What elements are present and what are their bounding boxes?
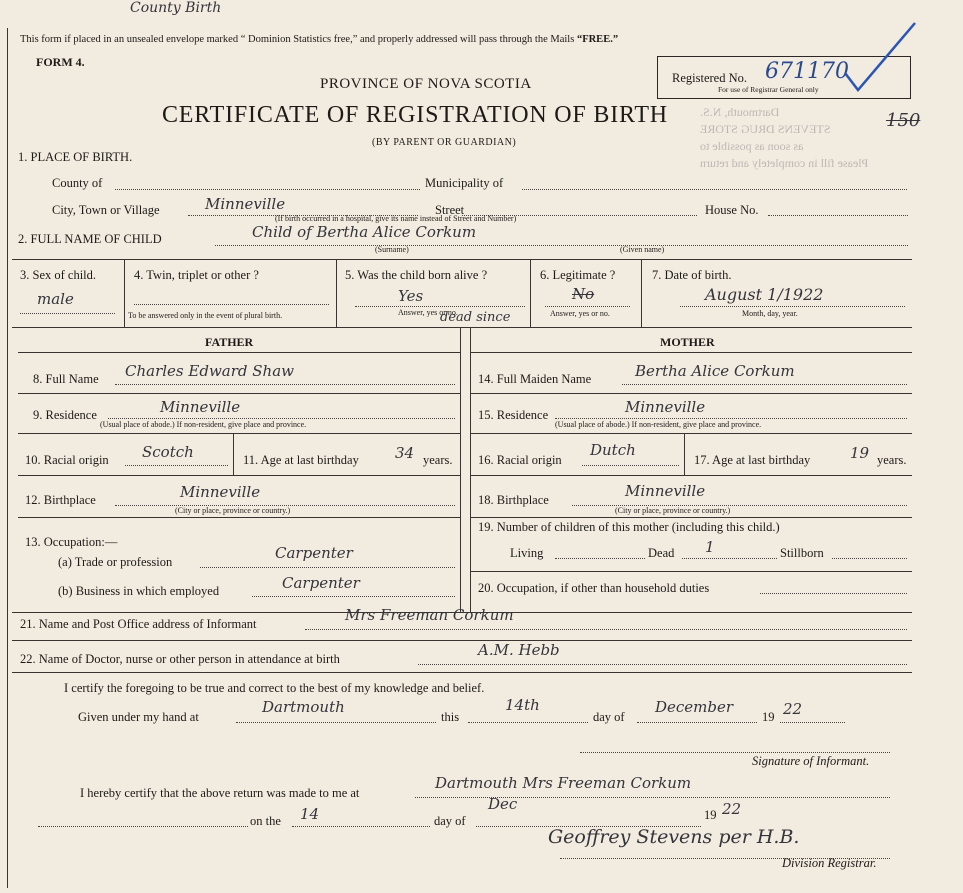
street-label: Street — [435, 203, 465, 217]
place-heading: 1. PLACE OF BIRTH. — [18, 150, 133, 164]
doctor-label: 22. Name of Doctor, nurse or other person in attendance at birth — [20, 652, 340, 666]
mail-free: “FREE.” — [576, 34, 619, 45]
registered-number: 671170 — [765, 59, 849, 84]
stamp-line: Dartmouth, N.S. — [700, 105, 780, 119]
father-res-label: 9. Residence — [33, 408, 97, 422]
twin-label: 4. Twin, triplet or other ? — [134, 268, 259, 282]
given-place: Dartmouth — [262, 698, 345, 716]
bleed-through-stamp — [700, 104, 868, 172]
surname-note: (Surname) — [375, 245, 409, 254]
father-name-value: Charles Edward Shaw — [125, 362, 294, 380]
check-mark-icon — [840, 18, 920, 98]
hospital-note: (If birth occurred in a hospital, give its name instead of Street and Number) — [275, 214, 517, 223]
this-label: this — [441, 710, 460, 724]
registered-note: For use of Registrar General only — [718, 85, 819, 94]
father-age-label: 11. Age at last birthday — [243, 453, 359, 467]
form-number: FORM 4. — [36, 55, 85, 69]
month-value: December — [655, 698, 734, 716]
province: PROVINCE OF NOVA SCOTIA — [320, 76, 532, 92]
dob-label: 7. Date of birth. — [652, 268, 732, 282]
alive-note: Answer, yes or no. — [398, 308, 458, 317]
top-note: County Birth — [130, 0, 222, 16]
registrar-place: Dartmouth Mrs Freeman Corkum — [435, 774, 692, 792]
mother-racial-label: 16. Racial origin — [478, 453, 562, 467]
city-label: City, Town or Village — [52, 203, 160, 217]
child-name-label: 2. FULL NAME OF CHILD — [18, 232, 162, 246]
sex-value: male — [37, 290, 74, 308]
father-res-value: Minneville — [160, 398, 241, 416]
year-prefix: 19 — [762, 710, 775, 724]
subtitle: (BY PARENT OR GUARDIAN) — [372, 137, 517, 148]
father-name-label: 8. Full Name — [33, 372, 99, 386]
given-note: (Given name) — [620, 245, 665, 254]
registrar-year: 22 — [722, 800, 742, 818]
father-heading: FATHER — [205, 335, 254, 349]
mother-age-label: 17. Age at last birthday — [694, 453, 811, 467]
business-label: (b) Business in which employed — [58, 584, 220, 598]
registrar-day-of-label: day of — [434, 814, 466, 828]
sex-label: 3. Sex of child. — [20, 268, 97, 282]
father-racial-value: Scotch — [142, 443, 194, 461]
mail-notice — [20, 34, 618, 45]
informant-value: Mrs Freeman Corkum — [345, 606, 514, 624]
mother-children-label: 19. Number of children of this mother (including this child.) — [478, 520, 780, 534]
mother-age-value: 19 — [850, 444, 870, 462]
dead-value: 1 — [705, 538, 715, 556]
registrar-signature-label: Division Registrar. — [782, 856, 877, 870]
alive-value: Yes — [398, 287, 424, 305]
father-birth-note: (City or place, province or country.) — [175, 506, 291, 515]
doctor-value: A.M. Hebb — [478, 641, 560, 659]
father-racial-label: 10. Racial origin — [25, 453, 109, 467]
mother-birth-value: Minneville — [625, 482, 706, 500]
father-age-value: 34 — [395, 444, 415, 462]
legit-note: Answer, yes or no. — [550, 309, 610, 318]
mother-heading: MOTHER — [660, 335, 715, 349]
day-of-label: day of — [593, 710, 625, 724]
registered-extra: 150 — [886, 110, 921, 131]
father-birth-label: 12. Birthplace — [25, 493, 96, 507]
on-value: 14 — [300, 805, 320, 823]
child-name-value: Child of Bertha Alice Corkum — [252, 223, 477, 241]
mother-res-label: 15. Residence — [478, 408, 549, 422]
stamp-line: STEVENS DRUG STORE — [700, 122, 831, 136]
mother-name-label: 14. Full Maiden Name — [478, 372, 592, 386]
father-birth-value: Minneville — [180, 483, 261, 501]
registrar-line: I hereby certify that the above return was made to me at — [80, 786, 360, 800]
year-value: 22 — [783, 700, 803, 718]
father-occ-label: 13. Occupation:— — [25, 535, 118, 549]
dob-note: Month, day, year. — [742, 309, 798, 318]
registrar-month: Dec — [488, 795, 518, 813]
house-label: House No. — [705, 203, 759, 217]
stamp-line: as soon as possible to — [700, 139, 804, 153]
municipality-label: Municipality of — [425, 176, 504, 190]
mother-res-note: (Usual place of abode.) If non-resident, give place and province. — [555, 420, 762, 429]
registrar-year-prefix: 19 — [704, 808, 717, 822]
mother-name-value: Bertha Alice Corkum — [635, 362, 795, 380]
dead-label: Dead — [648, 546, 675, 560]
business-value: Carpenter — [282, 574, 360, 592]
given-label: Given under my hand at — [78, 710, 199, 724]
mother-birth-label: 18. Birthplace — [478, 493, 549, 507]
on-the-label: on the — [250, 814, 281, 828]
mother-racial-value: Dutch — [590, 441, 636, 459]
stillborn-label: Stillborn — [780, 546, 824, 560]
living-label: Living — [510, 546, 544, 560]
mother-res-value: Minneville — [625, 398, 706, 416]
dob-value: August 1/1922 — [705, 285, 824, 304]
alive-extra: dead since — [440, 310, 511, 325]
mother-age-unit: years. — [877, 453, 907, 467]
county-label: County of — [52, 176, 103, 190]
registrar-signature: Geoffrey Stevens per H.B. — [548, 826, 800, 848]
registered-label: Registered No. — [672, 71, 747, 85]
certify-line: I certify the foregoing to be true and correct to the best of my knowledge and belief. — [64, 681, 485, 695]
stamp-line: Please fill in completely and return — [700, 156, 869, 170]
alive-label: 5. Was the child born alive ? — [345, 268, 488, 282]
legit-label: 6. Legitimate ? — [540, 268, 616, 282]
mother-occ-label: 20. Occupation, if other than household duties — [478, 581, 710, 595]
father-res-note: (Usual place of abode.) If non-resident, give place and province. — [100, 420, 307, 429]
twin-note: To be answered only in the event of plural birth. — [128, 311, 283, 320]
trade-label: (a) Trade or profession — [58, 555, 173, 569]
city-value: Minneville — [205, 195, 286, 213]
certificate-title: CERTIFICATE OF REGISTRATION OF BIRTH — [162, 102, 668, 128]
father-age-unit: years. — [423, 453, 453, 467]
day-value: 14th — [505, 696, 540, 714]
informant-label: 21. Name and Post Office address of Informant — [20, 617, 257, 631]
legit-value: No — [572, 285, 595, 303]
mother-birth-note: (City or place, province or country.) — [615, 506, 731, 515]
trade-value: Carpenter — [275, 544, 353, 562]
informant-signature-label: Signature of Informant. — [752, 754, 870, 768]
mail-notice-text: This form if placed in an unsealed envelope marked “ Dominion Statistics free,” and properly addressed will pass through the Mails — [20, 34, 575, 45]
